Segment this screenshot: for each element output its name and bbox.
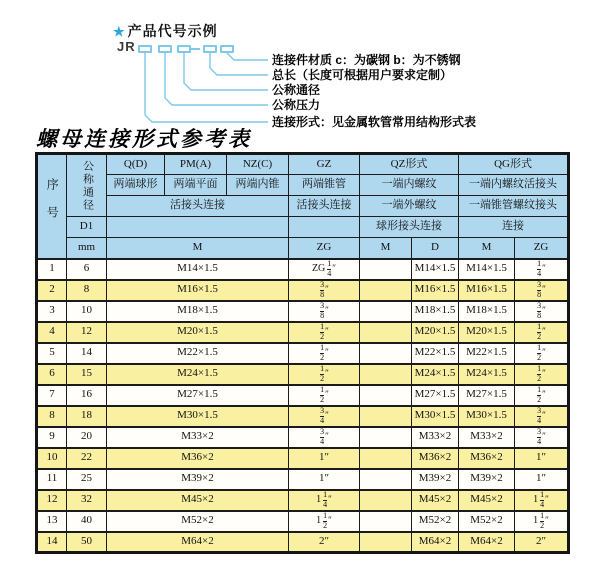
dn-cell: 20 [67,427,107,448]
seq-cell: 3 [37,301,67,322]
qz-m-cell [360,385,412,406]
qg-zg-cell: $\frac{1}{2}$ ″ [515,343,569,364]
qg-zg-cell: 1″ [515,469,569,490]
qz-m-cell [360,280,412,301]
header-qg-zg: ZG [515,238,569,259]
header-qz: QZ形式 [360,154,459,175]
zg-cell: $\frac{1}{2}$ ″ [289,343,360,364]
m-cell: M39×2 [107,469,289,490]
qz-m-cell [360,490,412,511]
header-qz-d: D [412,238,459,259]
code-box-4 [203,45,217,53]
header-qg-connection: 连接 [459,217,569,238]
zg-cell: 1 $\frac{1}{2}$ ″ [289,511,360,532]
m-cell: M52×2 [107,511,289,532]
m-cell: M36×2 [107,448,289,469]
qg-m-cell: M36×2 [459,448,515,469]
code-separator-dash [191,48,200,50]
m-cell: M30×1.5 [107,406,289,427]
m-cell: M64×2 [107,532,289,553]
m-cell: M14×1.5 [107,259,289,280]
qz-d-cell: M39×2 [412,469,459,490]
header-qg: QG形式 [459,154,569,175]
header-d1: D1 [67,217,107,238]
qg-zg-cell: $\frac{3}{8}$ ″ [515,280,569,301]
code-box-1 [138,45,152,53]
qz-d-cell: M18×1.5 [412,301,459,322]
m-cell: M24×1.5 [107,364,289,385]
diagram-label-nominal-pressure: 公称压力 [272,98,321,112]
header-qz-m: M [360,238,412,259]
dn-cell: 12 [67,322,107,343]
qz-d-cell: M27×1.5 [412,385,459,406]
reference-table [35,152,570,554]
m-cell: M27×1.5 [107,385,289,406]
table-header [37,154,569,259]
table-row [37,322,569,343]
dn-cell: 10 [67,301,107,322]
diagram-label-length: 总长（长度可根据用户要求定制） [272,68,453,82]
qg-zg-cell: 1 $\frac{1}{4}$ ″ [515,490,569,511]
dn-cell: 15 [67,364,107,385]
header-qg-desc2: 一端锥管螺纹接头 [459,196,569,217]
nut-connection-table [35,152,570,554]
qg-m-cell: M64×2 [459,532,515,553]
table-row [37,301,569,322]
m-cell: M33×2 [107,427,289,448]
code-prefix: JR [117,39,136,54]
qg-m-cell: M30×1.5 [459,406,515,427]
seq-cell: 9 [37,427,67,448]
code-box-3 [177,45,191,53]
seq-cell: 4 [37,322,67,343]
header-qz-desc2: 一端外螺纹 [360,196,459,217]
qz-m-cell [360,532,412,553]
header-zg: ZG [289,238,360,259]
m-cell: M22×1.5 [107,343,289,364]
diagram-heading [113,21,218,41]
dn-cell: 18 [67,406,107,427]
header-mm: mm [67,238,107,259]
qg-m-cell: M18×1.5 [459,301,515,322]
table-row [37,427,569,448]
dn-cell: 6 [67,259,107,280]
qz-d-cell: M64×2 [412,532,459,553]
qz-m-cell [360,301,412,322]
qz-d-cell: M45×2 [412,490,459,511]
m-cell: M16×1.5 [107,280,289,301]
page-title: 螺母连接形式参考表 [36,127,252,151]
header-qg-m: M [459,238,515,259]
header-pm-desc: 两端平面 [165,175,227,196]
seq-cell: 1 [37,259,67,280]
qg-m-cell: M33×2 [459,427,515,448]
header-nz: NZ(C) [227,154,289,175]
zg-cell: ZG $\frac{1}{4}$ ″ [289,259,360,280]
qz-d-cell: M20×1.5 [412,322,459,343]
zg-cell: 1″ [289,469,360,490]
seq-cell: 14 [37,532,67,553]
table-row [37,511,569,532]
m-cell: M20×1.5 [107,322,289,343]
qz-m-cell [360,364,412,385]
zg-cell: 1″ [289,448,360,469]
header-gz: GZ [289,154,360,175]
zg-cell: $\frac{1}{2}$ ″ [289,364,360,385]
qg-zg-cell: $\frac{3}{4}$ ″ [515,427,569,448]
diagram-label-material: 连接件材质 c：为碳钢 b：为不锈钢 [272,53,461,67]
qg-zg-cell: $\frac{1}{4}$ ″ [515,259,569,280]
zg-cell: $\frac{3}{4}$ ″ [289,427,360,448]
dn-cell: 22 [67,448,107,469]
seq-cell: 10 [37,448,67,469]
code-box-2 [158,45,172,53]
header-seq: 序号 [37,154,67,259]
qz-m-cell [360,322,412,343]
header-qz-connection: 球形接头连接 [360,217,459,238]
header-q: Q(D) [107,154,165,175]
qg-m-cell: M45×2 [459,490,515,511]
zg-cell: $\frac{1}{2}$ ″ [289,322,360,343]
qz-d-cell: M36×2 [412,448,459,469]
dn-cell: 50 [67,532,107,553]
dn-cell: 14 [67,343,107,364]
m-cell: M18×1.5 [107,301,289,322]
seq-cell: 6 [37,364,67,385]
qz-m-cell [360,406,412,427]
seq-cell: 13 [37,511,67,532]
seq-cell: 8 [37,406,67,427]
qg-m-cell: M39×2 [459,469,515,490]
qz-m-cell [360,427,412,448]
header-blank-left [107,217,289,238]
diagram-label-nominal-diameter: 公称通径 [272,83,321,97]
qg-zg-cell: 1 $\frac{1}{2}$ ″ [515,511,569,532]
qg-zg-cell: $\frac{3}{4}$ ″ [515,406,569,427]
qz-d-cell: M30×1.5 [412,406,459,427]
qz-d-cell: M16×1.5 [412,280,459,301]
qg-m-cell: M16×1.5 [459,280,515,301]
zg-cell: $\frac{3}{8}$ ″ [289,301,360,322]
qg-zg-cell: $\frac{1}{2}$ ″ [515,322,569,343]
zg-cell: 2″ [289,532,360,553]
code-box-5 [220,45,234,53]
qg-m-cell: M52×2 [459,511,515,532]
table-row [37,406,569,427]
header-pm: PM(A) [165,154,227,175]
header-qg-desc1: 一端内螺纹活接头 [459,175,569,196]
table-row [37,280,569,301]
qz-d-cell: M22×1.5 [412,343,459,364]
qg-zg-cell: 2″ [515,532,569,553]
dn-cell: 32 [67,490,107,511]
header-left-connection: 活接头连接 [107,196,289,217]
header-nz-desc: 两端内锥 [227,175,289,196]
header-q-desc: 两端球形 [107,175,165,196]
seq-cell: 5 [37,343,67,364]
header-gz-connection: 活接头连接 [289,196,360,217]
qg-zg-cell: $\frac{1}{2}$ ″ [515,385,569,406]
qg-zg-cell: 1″ [515,448,569,469]
table-row [37,490,569,511]
m-cell: M45×2 [107,490,289,511]
star-icon: ★ [113,24,126,39]
seq-cell: 11 [37,469,67,490]
qg-zg-cell: $\frac{1}{2}$ ″ [515,364,569,385]
qg-m-cell: M27×1.5 [459,385,515,406]
qg-m-cell: M14×1.5 [459,259,515,280]
table-row [37,385,569,406]
zg-cell: $\frac{3}{8}$ ″ [289,280,360,301]
qz-m-cell [360,448,412,469]
table-row [37,364,569,385]
qg-m-cell: M20×1.5 [459,322,515,343]
table-row [37,532,569,553]
zg-cell: $\frac{3}{4}$ ″ [289,406,360,427]
dn-cell: 16 [67,385,107,406]
qz-d-cell: M24×1.5 [412,364,459,385]
zg-cell: 1 $\frac{1}{4}$ ″ [289,490,360,511]
qz-m-cell [360,511,412,532]
qz-m-cell [360,469,412,490]
seq-cell: 12 [37,490,67,511]
seq-cell: 7 [37,385,67,406]
qz-d-cell: M14×1.5 [412,259,459,280]
table-row [37,469,569,490]
qz-d-cell: M52×2 [412,511,459,532]
qg-m-cell: M24×1.5 [459,364,515,385]
diagram-heading-text: 产品代号示例 [127,23,218,39]
header-m: M [107,238,289,259]
header-qz-desc1: 一端内螺纹 [360,175,459,196]
seq-cell: 2 [37,280,67,301]
zg-cell: $\frac{1}{2}$ ″ [289,385,360,406]
dn-cell: 8 [67,280,107,301]
dn-cell: 25 [67,469,107,490]
qg-zg-cell: $\frac{3}{8}$ ″ [515,301,569,322]
header-blank-gz [289,217,360,238]
table-row [37,448,569,469]
table-body [37,259,569,553]
dn-cell: 40 [67,511,107,532]
qz-m-cell [360,343,412,364]
qz-m-cell [360,259,412,280]
table-row [37,343,569,364]
header-gz-desc: 两端锥管 [289,175,360,196]
diagram-label-connection-form: 连接形式：见金属软管常用结构形式表 [272,115,477,129]
header-dn: 公称通径 [67,154,107,217]
qz-d-cell: M33×2 [412,427,459,448]
table-row [37,259,569,280]
qg-m-cell: M22×1.5 [459,343,515,364]
